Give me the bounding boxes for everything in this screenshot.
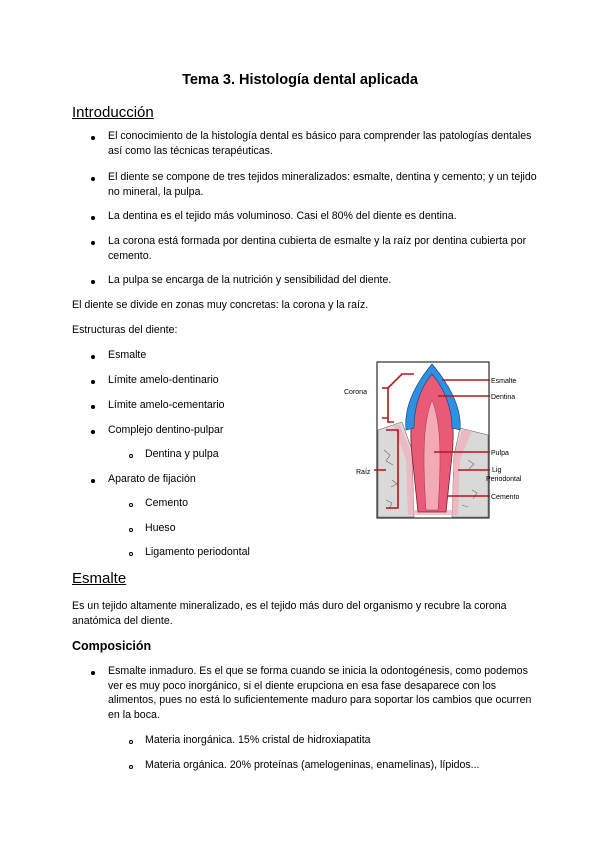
list-item: La pulpa se encarga de la nutrición y sensibilidad del diente. xyxy=(108,274,392,286)
sub-bullet-circle xyxy=(129,454,133,458)
intro-heading: Introducción xyxy=(72,104,154,121)
paragraph: El diente se divide en zonas muy concretas: la corona y la raíz. xyxy=(72,299,369,311)
list-item: La corona está formada por dentina cubierta de esmalte y la raíz por dentina cubierta por cemento. xyxy=(108,235,527,262)
list-item: Límite amelo-cementario xyxy=(108,399,225,411)
sub-bullet-circle xyxy=(129,552,133,556)
list-item: Materia inorgánica. 15% cristal de hidroxiapatita xyxy=(145,734,371,746)
sub-bullet-circle xyxy=(129,528,133,532)
bullet-dot xyxy=(91,177,95,181)
list-item: La dentina es el tejido más voluminoso. Casi el 80% del diente es dentina. xyxy=(108,210,457,222)
bullet-dot xyxy=(91,280,95,284)
label-corona: Corona xyxy=(344,389,367,396)
bullet-dot xyxy=(91,671,95,675)
page-title: Tema 3. Histología dental aplicada xyxy=(182,72,418,88)
label-esmalte: Esmalte xyxy=(491,378,517,385)
paragraph: Es un tejido altamente mineralizado, es el tejido más duro del organismo y recubre la corona anatómica del diente. xyxy=(72,600,507,627)
list-item: Ligamento periodontal xyxy=(145,546,250,558)
label-dentina: Dentina xyxy=(491,394,516,401)
bullet-dot xyxy=(91,355,95,359)
bullet-dot xyxy=(91,380,95,384)
sub-bullet-circle xyxy=(129,740,133,744)
sub-bullet-circle xyxy=(129,765,133,769)
label-cemento: Cemento xyxy=(491,494,520,501)
list-item: Hueso xyxy=(145,522,176,534)
list-item: El diente se compone de tres tejidos mineralizados: esmalte, dentina y cemento; y un tejido no mineral, la pulpa. xyxy=(108,171,537,198)
list-item: Dentina y pulpa xyxy=(145,448,219,460)
tooth-diagram xyxy=(342,360,532,520)
bullet-dot xyxy=(91,216,95,220)
list-item: Cemento xyxy=(145,497,188,509)
list-item: Materia orgánica. 20% proteínas (amelogeninas, enamelinas), lípidos... xyxy=(145,759,480,771)
bullet-dot xyxy=(91,405,95,409)
list-item: El conocimiento de la histología dental es básico para comprender las patologías dentales así como las técnicas terapéuticas. xyxy=(108,130,532,157)
esmalte-heading: Esmalte xyxy=(72,570,127,587)
bullet-dot xyxy=(91,479,95,483)
bullet-dot xyxy=(91,241,95,245)
list-item: Esmalte inmaduro. Es el que se forma cuando se inicia la odontogénesis, como podemos ver es muy poco inorgánico, si el diente erupciona en esa fase desaparece con los alimentos, pues no está lo suficientemente maduro para soportar los cambios que ocurren en la boca. xyxy=(108,665,532,721)
list-item: Complejo dentino-pulpar xyxy=(108,424,224,436)
bullet-dot xyxy=(91,430,95,434)
list-item: Esmalte xyxy=(108,349,147,361)
list-item: Aparato de fijación xyxy=(108,473,196,485)
label-raiz: Raíz xyxy=(356,469,371,476)
label-pulpa: Pulpa xyxy=(491,450,509,457)
sub-bullet-circle xyxy=(129,503,133,507)
bullet-dot xyxy=(91,136,95,140)
label-periodontal: Periodontal xyxy=(486,476,522,483)
composicion-heading: Composición xyxy=(72,639,152,653)
label-lig: Lig xyxy=(492,467,502,474)
list-item: Límite amelo-dentinario xyxy=(108,374,219,386)
paragraph: Estructuras del diente: xyxy=(72,324,178,336)
